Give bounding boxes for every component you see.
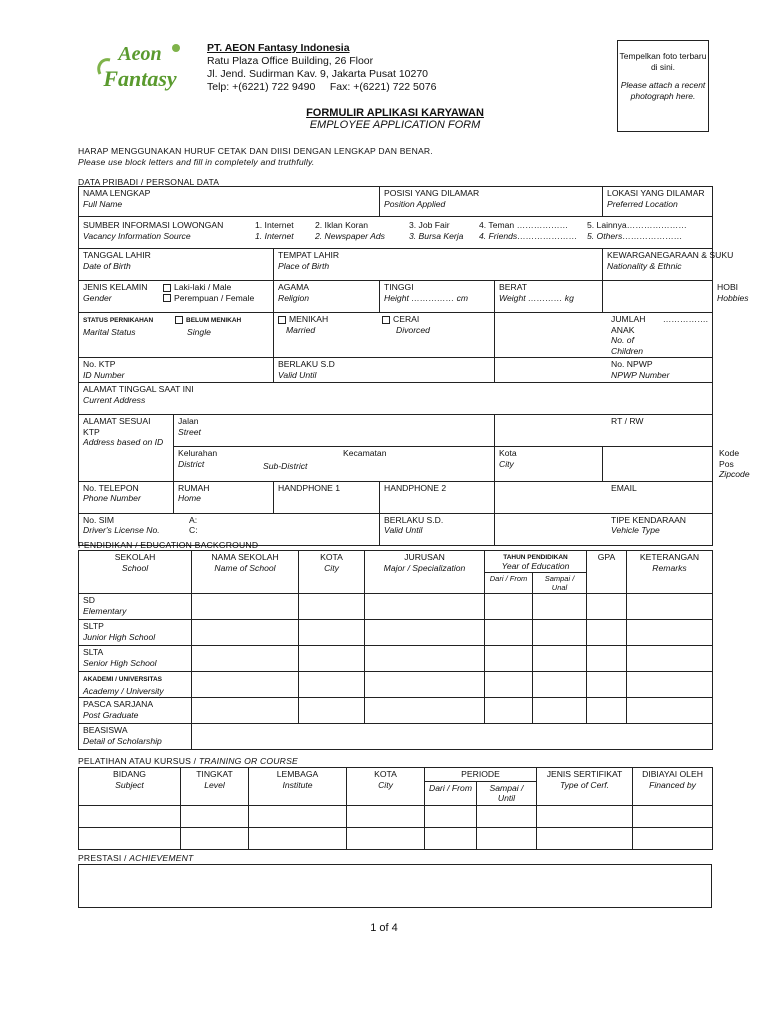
field-nationality[interactable]: KEWARGANEGARAAN & SUKU Nationality & Ethnic (603, 249, 713, 281)
edu-cell[interactable] (365, 672, 485, 698)
company-info (207, 42, 436, 94)
instructions (78, 146, 433, 168)
field-weight[interactable]: BERAT Weight ………… kg (495, 281, 603, 313)
edu-row-label: PASCA SARJANA Post Graduate (79, 698, 192, 724)
field-preferred-location[interactable]: LOKASI YANG DILAMAR Preferred Location (603, 187, 713, 217)
field-id-number[interactable]: No. KTP ID Number (79, 358, 274, 383)
training-cell[interactable] (347, 805, 425, 827)
edu-cell[interactable] (485, 594, 533, 620)
edu-cell[interactable] (533, 646, 587, 672)
edu-cell[interactable] (299, 672, 365, 698)
field-zipcode[interactable]: Kode Pos Zipcode (603, 447, 713, 482)
field-license-valid-until[interactable]: BERLAKU S.D. Valid Until (380, 513, 495, 545)
checkbox-single[interactable] (175, 316, 183, 324)
field-religion[interactable]: AGAMA Religion (274, 281, 380, 313)
field-height[interactable]: TINGGI Height …………… cm (380, 281, 495, 313)
section-training: PELATIHAN ATAU KURSUS / TRAINING OR COURSE (78, 756, 298, 766)
section-personal-data: DATA PRIBADI / PERSONAL DATA (78, 177, 220, 187)
edu-cell[interactable] (485, 672, 533, 698)
edu-cell[interactable] (365, 620, 485, 646)
training-cell[interactable] (425, 805, 477, 827)
edu-cell[interactable] (627, 594, 713, 620)
page-number: 1 of 4 (370, 922, 398, 934)
edu-header-from: Dari / From (485, 573, 533, 594)
form-title (240, 107, 550, 131)
training-cell[interactable] (537, 805, 633, 827)
field-email[interactable]: EMAIL (495, 481, 713, 513)
training-cell[interactable] (181, 805, 249, 827)
form-title-id: FORMULIR APLIKASI KARYAWAN (306, 107, 484, 119)
edu-cell[interactable] (587, 672, 627, 698)
photo-instruction-id: Tempelkan foto terbaru di sini. (619, 51, 707, 72)
edu-cell[interactable] (192, 672, 299, 698)
edu-header-to: Sampai / Unal (533, 573, 587, 594)
checkbox-married[interactable] (278, 316, 286, 324)
field-full-name[interactable]: NAMA LENGKAP Full Name (79, 187, 380, 217)
field-place-of-birth[interactable]: TEMPAT LAHIR Place of Birth (274, 249, 603, 281)
field-achievement[interactable] (78, 864, 712, 908)
edu-cell[interactable] (485, 646, 533, 672)
field-id-valid-until[interactable]: BERLAKU S.D Valid Until (274, 358, 495, 383)
logo-text-fantasy: Fantasy (103, 66, 177, 91)
personal-data-table (78, 186, 750, 546)
logo-text-aeon: Aeon (118, 43, 162, 65)
training-cell[interactable] (79, 827, 181, 849)
edu-cell[interactable] (627, 646, 713, 672)
training-header-level: TINGKAT Level (181, 768, 249, 806)
field-address-ktp: ALAMAT SESUAI KTP Address based on ID (79, 415, 174, 482)
edu-row-label: SD Elementary (79, 594, 192, 620)
edu-cell[interactable] (533, 620, 587, 646)
company-address-1: Ratu Plaza Office Building, 26 Floor (207, 55, 374, 67)
edu-cell[interactable] (299, 594, 365, 620)
training-header-certificate: JENIS SERTIFIKAT Type of Cerf. (537, 768, 633, 806)
training-header-period: PERIODE (425, 768, 537, 782)
field-vacancy-source[interactable]: SUMBER INFORMASI LOWONGAN Vacancy Information Source 1. Internet 1. Internet 2. Iklan Koran 2. Newspaper Ads 3. Job Fair 3. Bursa Kerja 4. Teman ……………… 4. Friends………………… 5. Lainnya………………… 5. Others………………… (79, 217, 713, 249)
instruction-id: HARAP MENGGUNAKAN HURUF CETAK DAN DIISI DENGAN LENGKAP DAN BENAR. (78, 146, 433, 156)
training-cell[interactable] (477, 805, 537, 827)
training-cell[interactable] (249, 827, 347, 849)
field-phone-number: No. TELEPON Phone Number (79, 481, 174, 513)
edu-header-gpa: GPA (587, 551, 627, 594)
edu-row-label: SLTP Junior High School (79, 620, 192, 646)
field-children[interactable]: JUMLAH ANAK No. of Children ……………. (495, 313, 713, 358)
training-cell[interactable] (477, 827, 537, 849)
field-position-applied[interactable]: POSISI YANG DILAMAR Position Applied (380, 187, 603, 217)
field-handphone-2[interactable]: HANDPHONE 2 (380, 481, 495, 513)
training-cell[interactable] (633, 805, 713, 827)
edu-cell[interactable] (365, 646, 485, 672)
edu-cell[interactable] (587, 620, 627, 646)
training-cell[interactable] (347, 827, 425, 849)
field-hobbies[interactable]: HOBI Hobbies (603, 281, 713, 313)
edu-cell[interactable] (627, 672, 713, 698)
training-cell[interactable] (633, 827, 713, 849)
form-title-en: EMPLOYEE APPLICATION FORM (309, 119, 481, 131)
education-table (78, 550, 713, 750)
edu-cell[interactable] (192, 594, 299, 620)
edu-cell[interactable] (533, 672, 587, 698)
edu-cell[interactable] (192, 620, 299, 646)
field-phone-home[interactable]: RUMAH Home (174, 481, 274, 513)
company-contact: Telp: +(6221) 722 9490 Fax: +(6221) 722 5076 (207, 81, 437, 93)
company-address-2: Jl. Jend. Sudirman Kav. 9, Jakarta Pusat 10270 (207, 68, 429, 80)
field-current-address[interactable]: ALAMAT TINGGAL SAAT INI Current Address (79, 383, 713, 415)
edu-header-school: SEKOLAH School (79, 551, 192, 594)
checkbox-male[interactable] (163, 284, 171, 292)
training-header-city: KOTA City (347, 768, 425, 806)
edu-cell[interactable] (485, 698, 533, 724)
training-cell[interactable] (181, 827, 249, 849)
field-vehicle-type[interactable]: TIPE KENDARAAN Vehicle Type (495, 513, 713, 545)
field-driver-license[interactable]: No. SIM Driver's License No. A: C: (79, 513, 380, 545)
edu-cell[interactable] (299, 620, 365, 646)
checkbox-female[interactable] (163, 294, 171, 302)
edu-header-city: KOTA City (299, 551, 365, 594)
company-name: PT. AEON Fantasy Indonesia (207, 42, 350, 54)
training-cell[interactable] (425, 827, 477, 849)
edu-row-label: AKADEMI / UNIVERSITAS Academy / University (79, 672, 192, 698)
field-date-of-birth[interactable]: TANGGAL LAHIR Date of Birth (79, 249, 274, 281)
aeon-fantasy-logo (92, 36, 188, 96)
field-married-divorced[interactable]: MENIKAH Married CERAI Divorced (274, 313, 495, 358)
edu-row-label: SLTA Senior High School (79, 646, 192, 672)
field-scholarship[interactable] (192, 724, 713, 750)
training-cell[interactable] (537, 827, 633, 849)
field-marital-status[interactable]: STATUS PERNIKAHAN Marital Status BELUM MENIKAH Single (79, 313, 274, 358)
photo-box (617, 40, 709, 132)
edu-cell[interactable] (365, 698, 485, 724)
field-street[interactable]: Jalan Street (174, 415, 495, 447)
training-header-financed: DIBIAYAI OLEH Financed by (633, 768, 713, 806)
field-rt-rw[interactable]: RT / RW (495, 415, 713, 447)
section-achievement: PRESTASI / ACHIEVEMENT (78, 853, 194, 863)
edu-cell[interactable] (627, 698, 713, 724)
training-header-to: Sampai / Until (477, 781, 537, 805)
training-header-subject: BIDANG Subject (79, 768, 181, 806)
edu-header-remarks: KETERANGAN Remarks (627, 551, 713, 594)
edu-header-major: JURUSAN Major / Specialization (365, 551, 485, 594)
photo-instruction-en: Please attach a recent photograph here. (620, 80, 706, 101)
edu-cell[interactable] (299, 698, 365, 724)
training-header-from: Dari / From (425, 781, 477, 805)
instruction-en: Please use block letters and fill in completely and truthfully. (78, 157, 315, 167)
field-city[interactable]: Kota City (495, 447, 603, 482)
edu-row-label: BEASISWA Detail of Scholarship (79, 724, 192, 750)
training-table (78, 767, 713, 850)
checkbox-divorced[interactable] (382, 316, 390, 324)
edu-cell[interactable] (533, 594, 587, 620)
edu-cell[interactable] (192, 698, 299, 724)
edu-cell[interactable] (587, 646, 627, 672)
edu-cell[interactable] (299, 646, 365, 672)
edu-cell[interactable] (365, 594, 485, 620)
training-cell[interactable] (249, 805, 347, 827)
edu-cell[interactable] (533, 698, 587, 724)
field-gender[interactable]: JENIS KELAMIN Gender Laki-laki / Male Perempuan / Female (79, 281, 274, 313)
edu-header-year: TAHUN PENDIDIKAN Year of Education (485, 551, 587, 573)
field-district[interactable]: Kelurahan District Kecamatan Sub-District (174, 447, 495, 482)
edu-cell[interactable] (627, 620, 713, 646)
field-npwp[interactable]: No. NPWP NPWP Number (495, 358, 713, 383)
edu-cell[interactable] (192, 646, 299, 672)
edu-cell[interactable] (485, 620, 533, 646)
field-handphone-1[interactable]: HANDPHONE 1 (274, 481, 380, 513)
training-header-institute: LEMBAGA Institute (249, 768, 347, 806)
edu-cell[interactable] (587, 594, 627, 620)
section-education: PENDIDIKAN / EDUCATION BACKGROUND (78, 540, 259, 550)
edu-cell[interactable] (587, 698, 627, 724)
training-cell[interactable] (79, 805, 181, 827)
edu-header-name: NAMA SEKOLAH Name of School (192, 551, 299, 594)
